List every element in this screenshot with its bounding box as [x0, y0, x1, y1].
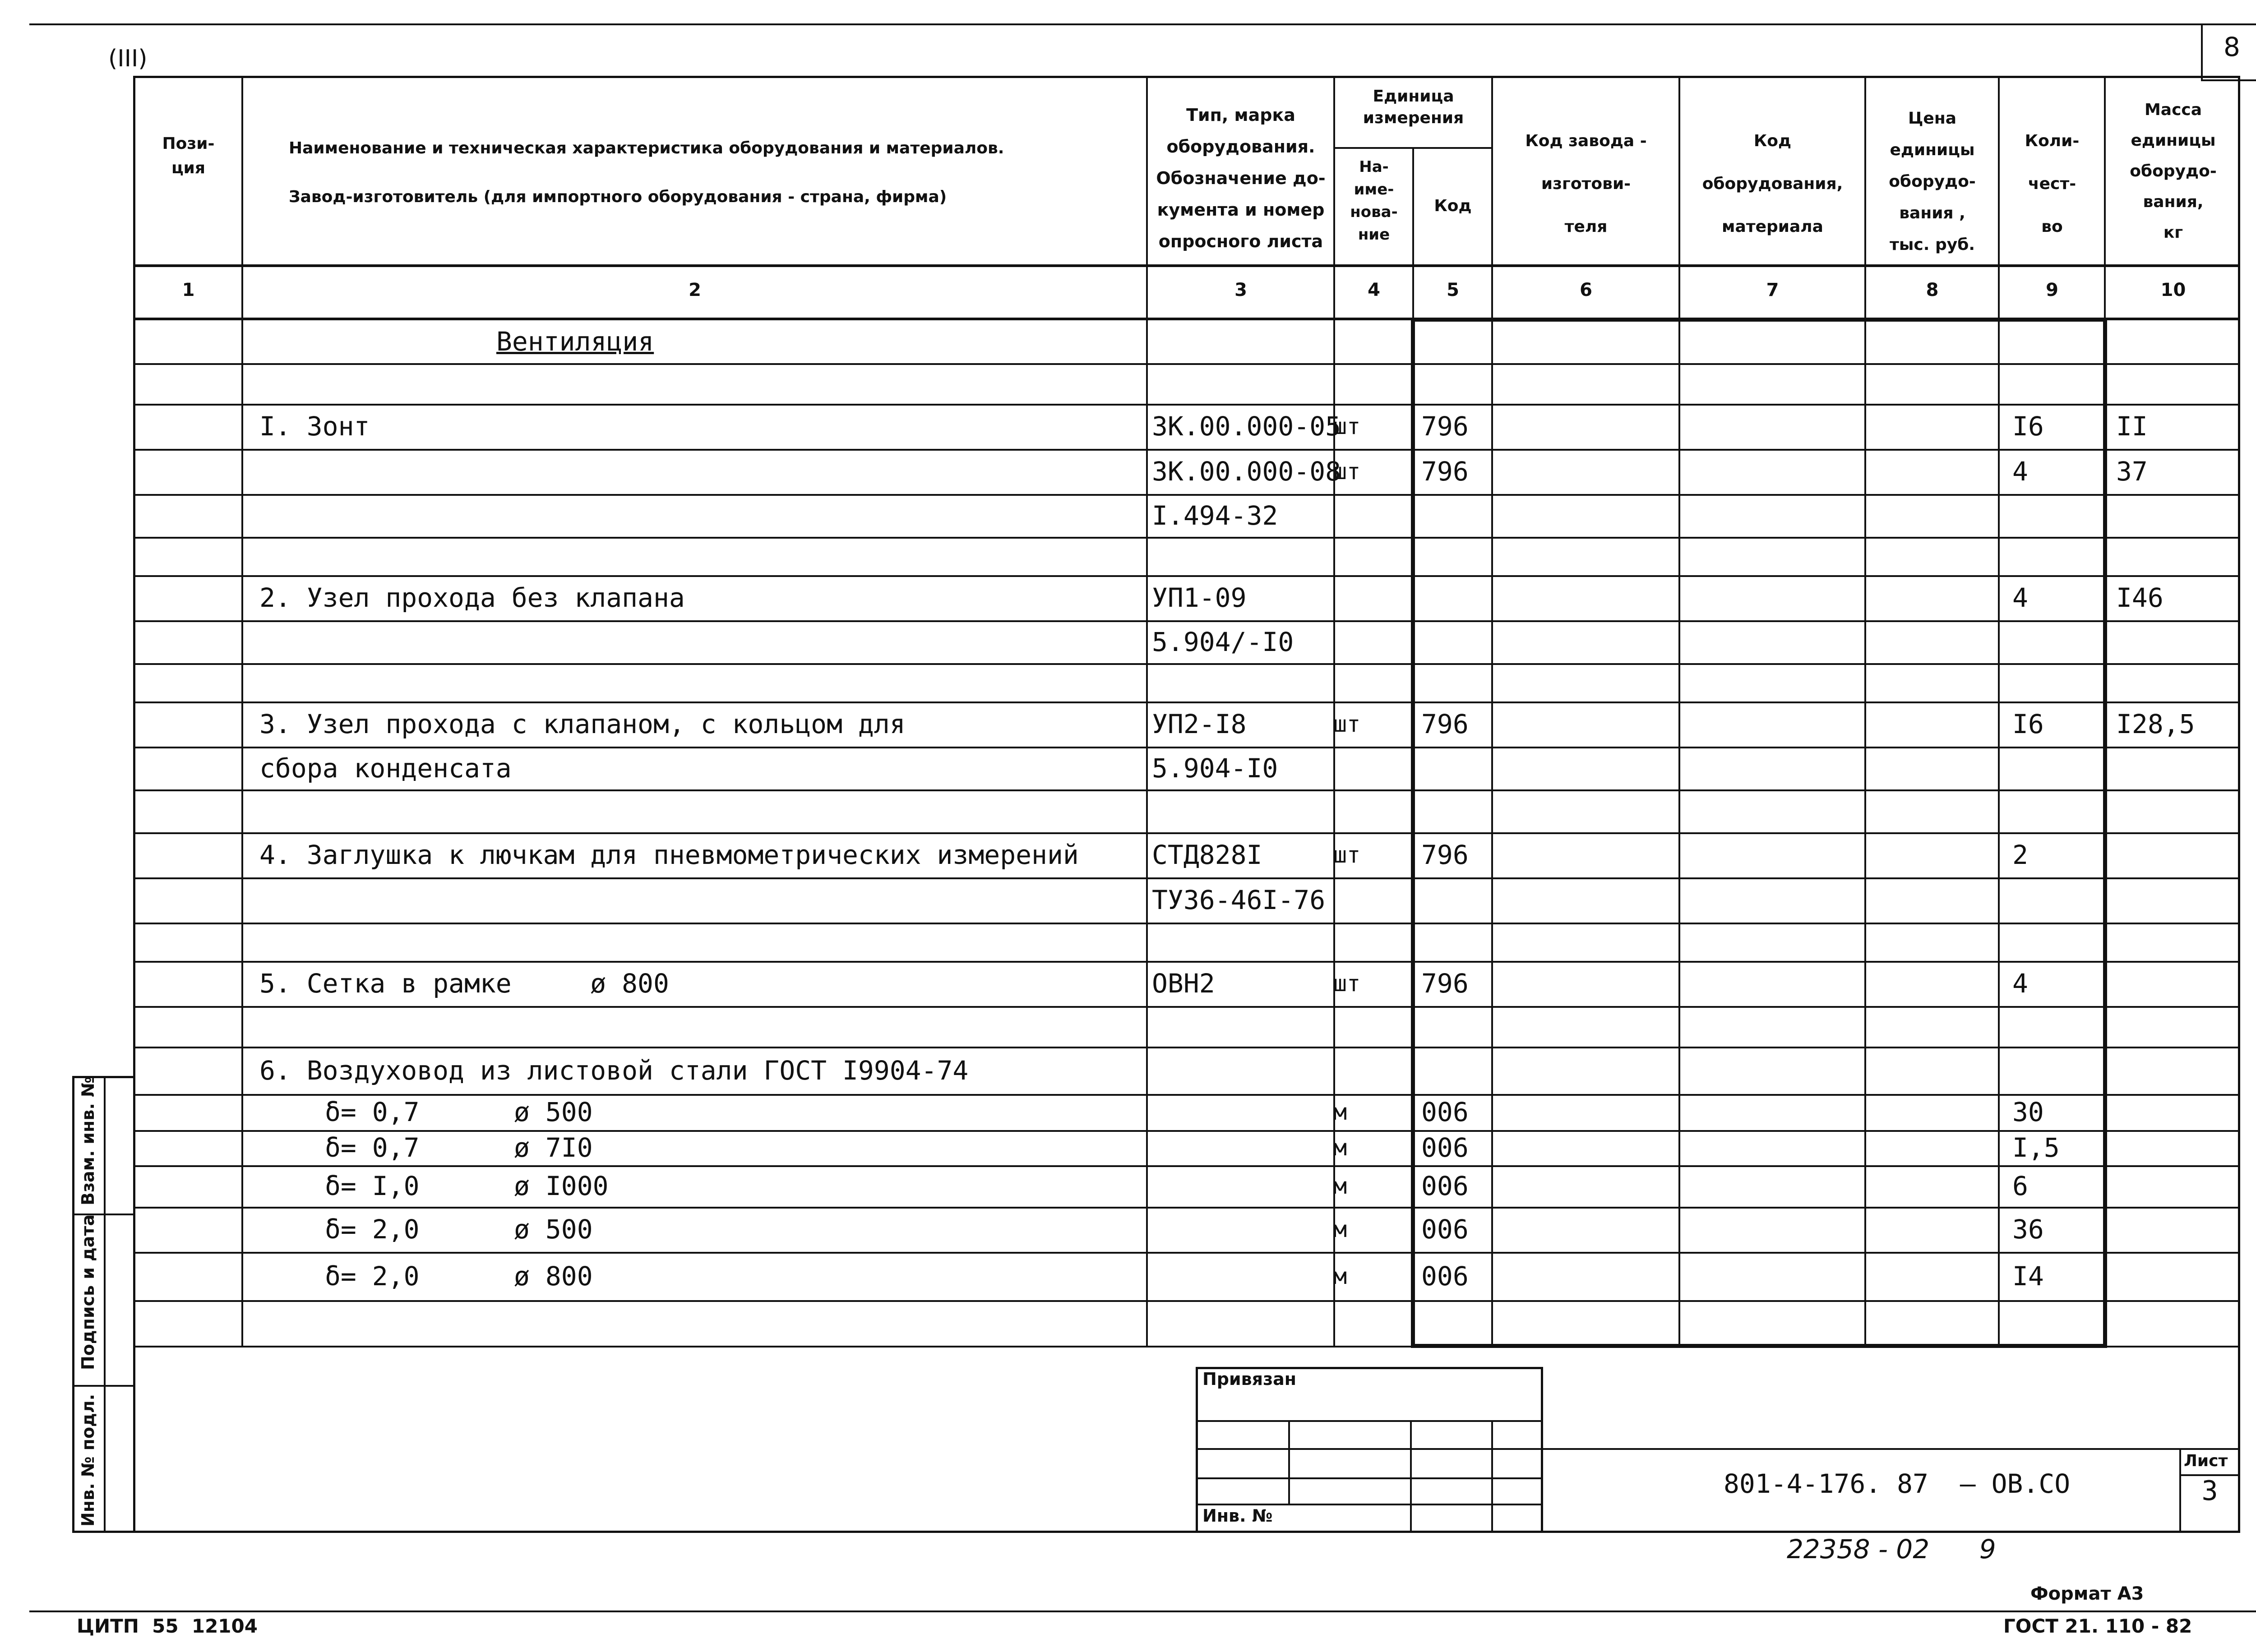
page-number: 8: [2224, 32, 2240, 62]
colnum-10: 10: [2160, 280, 2186, 300]
row-unit: шт: [1333, 413, 1361, 439]
side-stamp-line-2: [72, 1385, 133, 1387]
privyazan-col-2: [1410, 1420, 1412, 1533]
row-mass: I28,5: [2116, 709, 2195, 739]
table-row: [133, 1006, 2240, 1047]
header-mass: Масса единицы оборудо- вания, кг: [2130, 101, 2217, 242]
row-name: δ= 0,7 ø 7I0: [325, 1132, 593, 1163]
header-type: Тип, марка оборудования. Обозначение до- кумента и номер опросного листа: [1156, 105, 1326, 251]
row-code: 006: [1421, 1214, 1469, 1245]
row-code: 006: [1421, 1097, 1469, 1127]
footer-left: ЦИТП 55 12104: [77, 1615, 258, 1637]
header-unit-code: Код: [1434, 197, 1472, 215]
row-unit: м: [1333, 1173, 1347, 1199]
section-marker: (III): [108, 45, 148, 72]
row-unit: м: [1333, 1263, 1347, 1289]
row-unit: м: [1333, 1099, 1347, 1125]
header-equipment-code: Код оборудования, материала: [1702, 132, 1843, 236]
table-row: [133, 789, 2240, 832]
header-bottom-line: [133, 264, 2240, 267]
colnum-5: 5: [1447, 280, 1459, 300]
row-name: δ= 2,0 ø 800: [325, 1260, 593, 1292]
row-type: ТУ36-46I-76: [1152, 885, 1326, 915]
row-type: ЗК.00.000-08: [1152, 456, 1341, 487]
row-code: 796: [1421, 840, 1469, 870]
row-type: 5.904/-I0: [1152, 626, 1294, 657]
colnum-3: 3: [1234, 280, 1247, 300]
side-podpis: Подпись и дата: [78, 1214, 98, 1370]
colnum-4: 4: [1368, 280, 1380, 300]
table-row: [133, 537, 2240, 575]
side-inv-podl: Инв. № подл.: [78, 1394, 98, 1527]
row-code: 796: [1421, 709, 1469, 739]
row-name: δ= 0,7 ø 500: [325, 1097, 593, 1127]
colnum-6: 6: [1580, 280, 1592, 300]
format-label: Формат А3: [2030, 1583, 2144, 1604]
table-row: [133, 663, 2240, 701]
row-qty: 36: [2012, 1214, 2044, 1245]
side-vzam: Взам. инв. №: [78, 1076, 98, 1205]
row-qty: 4: [2012, 968, 2028, 999]
row-code: 006: [1421, 1260, 1469, 1292]
colnum-1: 1: [182, 280, 195, 300]
row-unit: шт: [1333, 711, 1361, 737]
row-type: УП1-09: [1152, 582, 1247, 613]
colnum-8: 8: [1926, 280, 1939, 300]
row-name: I. Зонт: [259, 411, 370, 442]
unit-subheader-line: [1333, 147, 1491, 149]
privyazan-label: Привязан: [1202, 1369, 1297, 1389]
row-qty: 6: [2012, 1171, 2028, 1201]
row-mass: I46: [2116, 582, 2164, 613]
inv-no-label: Инв. №: [1202, 1506, 1273, 1526]
row-name: δ= I,0 ø I000: [325, 1171, 609, 1201]
row-type: I.494-32: [1152, 500, 1278, 531]
row-qty: 4: [2012, 582, 2028, 613]
row-code: 796: [1421, 968, 1469, 999]
privyazan-col-3: [1491, 1420, 1493, 1533]
bottom-border: [29, 1610, 2256, 1612]
table-row: [133, 1300, 2240, 1346]
row-qty: 2: [2012, 840, 2028, 870]
row-code: 796: [1421, 411, 1469, 442]
row-name: 3. Узел прохода с клапаном, с кольцом для: [259, 709, 906, 739]
row-mass: II: [2116, 411, 2148, 442]
table-row: [133, 923, 2240, 961]
header-unit-group: Единица измерения: [1363, 87, 1464, 127]
row-name: 5. Сетка в рамке ø 800: [259, 968, 669, 999]
row-qty: I6: [2012, 411, 2044, 442]
row-qty: I6: [2012, 709, 2044, 739]
header-unit-name: На- име- нова- ние: [1350, 158, 1398, 244]
header-position: Пози- ция: [162, 134, 215, 177]
row-code: 006: [1421, 1132, 1469, 1163]
header-name: Наименование и техническая характеристика оборудования и материалов. Завод-изготовитель (для импортного оборудования - страна, фирма): [289, 139, 1004, 206]
row-mass: 37: [2116, 456, 2148, 487]
colnum-2: 2: [689, 280, 701, 300]
row-unit: м: [1333, 1135, 1347, 1161]
row-qty: 30: [2012, 1097, 2044, 1127]
footer-right: ГОСТ 21. 110 - 82: [2003, 1615, 2192, 1637]
row-name: 6. Воздуховод из листовой стали ГОСТ I9904-74: [259, 1055, 969, 1086]
row-name: сбора конденсата: [259, 752, 512, 784]
row-type: УП2-I8: [1152, 709, 1247, 739]
doc-code-top-line: [1543, 1448, 2240, 1450]
header-quantity: Коли- чест- во: [2025, 132, 2080, 236]
side-stamp-divider: [104, 1076, 106, 1533]
row-line: [133, 1346, 2240, 1347]
doc-code: 801-4-176. 87 — ОВ.СО: [1724, 1468, 2071, 1499]
list-label: Лист: [2184, 1452, 2228, 1470]
row-unit: шт: [1333, 970, 1361, 997]
row-code: 796: [1421, 456, 1469, 487]
row-unit: шт: [1333, 458, 1361, 485]
row-name: Вентиляция: [496, 326, 654, 357]
row-name: 2. Узел прохода без клапана: [259, 582, 685, 613]
row-qty: I,5: [2012, 1132, 2060, 1163]
row-name: 4. Заглушка к лючкам для пневмометрических измерений: [259, 840, 1079, 870]
row-name: δ= 2,0 ø 500: [325, 1214, 593, 1245]
table-row: [133, 363, 2240, 404]
row-qty: 4: [2012, 456, 2028, 487]
row-code: 006: [1421, 1171, 1469, 1201]
row-unit: м: [1333, 1216, 1347, 1242]
row-type: ОВН2: [1152, 968, 1215, 999]
row-type: ЗК.00.000-05: [1152, 411, 1341, 442]
row-type: СТД828I: [1152, 840, 1262, 870]
privyazan-col-1: [1288, 1420, 1290, 1504]
colnum-9: 9: [2046, 280, 2058, 300]
colnum-7: 7: [1766, 280, 1779, 300]
list-number: 3: [2201, 1475, 2218, 1507]
row-qty: I4: [2012, 1260, 2044, 1292]
top-border: [29, 23, 2256, 25]
row-type: 5.904-I0: [1152, 752, 1278, 784]
header-price: Цена единицы оборудо- вания , тыс. руб.: [1889, 109, 1976, 254]
handwritten-code: 22358 - 02 9: [1787, 1534, 1996, 1564]
row-unit: шт: [1333, 842, 1361, 868]
header-factory-code: Код завода - изготови- теля: [1525, 132, 1647, 236]
